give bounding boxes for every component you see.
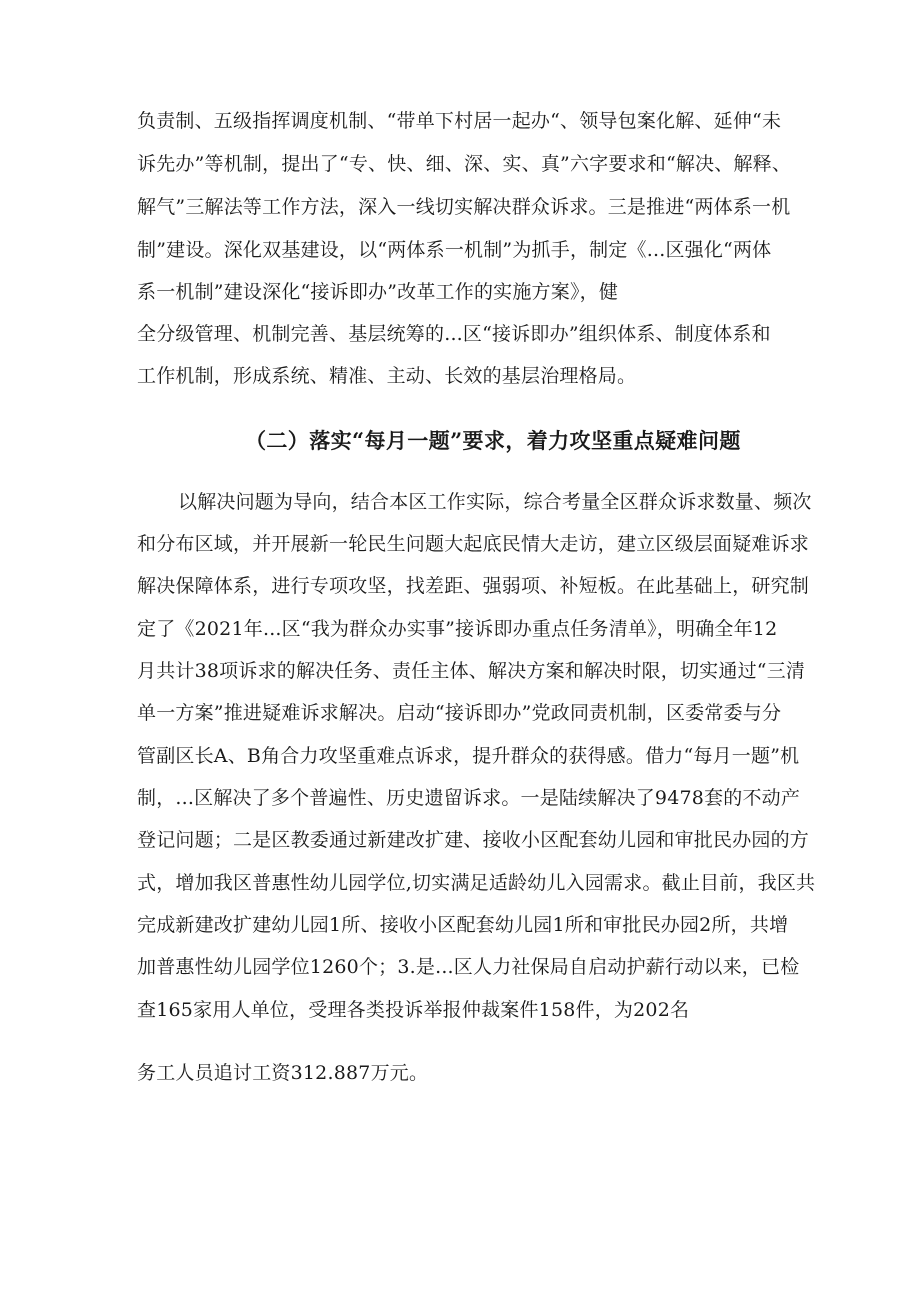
paragraph-line: 解决保障体系，进行专项攻坚，找差距、强弱项、补短板。在此基础上，研究制 [137,575,810,597]
paragraph-line: 查165家用人单位，受理各类投诉举报仲裁案件158件，为202名 [137,999,690,1021]
paragraph-line: 诉先办”等机制，提出了“专、快、细、深、实、真”六字要求和“解决、解释、 [137,153,792,175]
paragraph-line: 和分布区域，并开展新一轮民生问题大起底民情大走访，建立区级层面疑难诉求 [137,533,810,555]
paragraph-line: 制”建设。深化双基建设，以“两体系一机制”为抓手，制定《...区强化“两体 [137,239,772,261]
paragraph-line: 解气”三解法等工作方法，深入一线切实解决群众诉求。三是推进“两体系一机 [137,196,791,218]
paragraph-line: 制，...区解决了多个普遍性、历史遗留诉求。一是陆续解决了9478套的不动产 [137,787,801,809]
paragraph-line: 负责制、五级指挥调度机制、“带单下村居一起办“、领导包案化解、延伸“未 [137,110,782,132]
section-heading: （二）落实“每月一题”要求，着力攻坚重点疑难问题 [245,428,741,453]
paragraph-line: 全分级管理、机制完善、基层统筹的...区“接诉即办”组织体系、制度体系和 [137,323,771,345]
paragraph-line: 定了《2021年...区“我为群众办实事”接诉即办重点任务清单》，明确全年12 [137,618,778,640]
paragraph-line: 登记问题；二是区教委通过新建改扩建、接收小区配套幼儿园和审批民办园的方 [137,829,810,851]
paragraph-line: 完成新建改扩建幼儿园1所、接收小区配套幼儿园1所和审批民办园2所，共增 [137,914,789,936]
paragraph-line: 管副区长A、B角合力攻坚重难点诉求，提升群众的获得感。借力“每月一题”机 [137,745,800,767]
paragraph-line: 工作机制，形成系统、精准、主动、长效的基层治理格局。 [137,365,637,387]
paragraph-line: 系一机制”建设深化“接诉即办”改革工作的实施方案》，健 [137,281,619,303]
paragraph-line: 月共计38项诉求的解决任务、责任主体、解决方案和解决时限，切实通过“三清 [137,660,806,682]
paragraph-line: 加普惠性幼儿园学位1260个；3.是...区人力社保局自启动护薪行动以来，已检 [137,956,800,978]
paragraph-line: 以解决问题为导向，结合本区工作实际，综合考量全区群众诉求数量、频次 [178,491,812,513]
paragraph-line: 单一方案”推进疑难诉求解决。启动“接诉即办”党政同责机制，区委常委与分 [137,702,782,724]
paragraph-line: 务工人员追讨工资312.887万元。 [137,1062,429,1084]
paragraph-line: 式，增加我区普惠性幼儿园学位,切实满足适龄幼儿入园需求。截止目前，我区共 [137,872,816,894]
